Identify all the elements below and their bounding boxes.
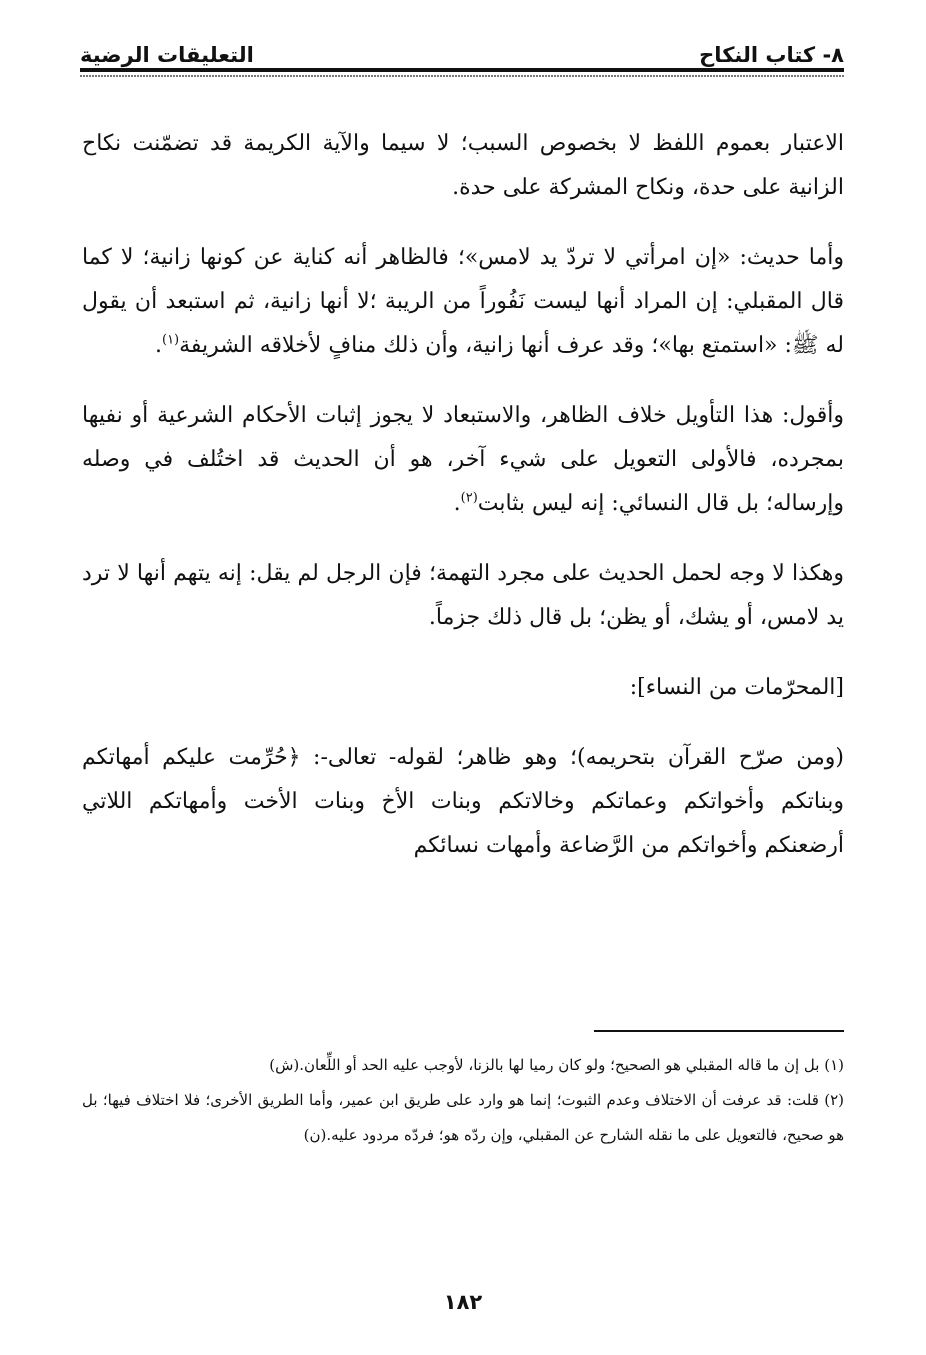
footnote-line: اللِّعان.(ش) [269,1056,341,1074]
footnote-line: الطريق الأخرى؛ فلا اختلاف فيها؛ بل هو صحيح، فالتعويل على ما نقله الشارح عن المقبلي، وإن ردّه [82,1091,844,1144]
section-heading: [المحرّمات من النساء]: [629,675,844,700]
paragraph-1 [82,122,844,210]
text-line: زانية؛ لا كما قال المقبلي: إن المراد أنها ليست نَفُوراً من الريبة ؛لا أنها زانية، [82,245,844,314]
text-line: منافٍ لأخلاقه الشريفة [179,333,377,358]
text-line: اختُلف في وصله وإرساله؛ بل قال النسائي: إنه ليس بثابت [82,447,844,516]
text-line: وأقول: هذا التأويل خلاف الظاهر، والاستبعاد لا يجوز إثبات الأحكام [242,403,844,428]
text-line: (ومن صرّح القرآن بتحريمه)؛ وهو ظاهر؛ لقوله- تعالى-: ﴿حُرِّمت [228,745,844,770]
running-header [80,30,844,66]
footnotes [82,1048,844,1153]
paragraph-2: وأما حديث: «إن امرأتي لا تردّ يد لامس»؛ فالظاهر أنه كناية عن كونها زانية؛ لا كما قال المقبلي: إن المراد أنها ليست نَفُوراً من الريبة ؛لا أنها زانية، ثم استبعد أن يقول له ﷺ: «استمتع بها»؛ وقد عرف أنها زانية، وأن ذلك منافٍ لأخلاقه الشريفة$^{(١)}$. [82,245,844,358]
text-line: الأخت وأمهاتكم اللاتي أرضعنكم وأخواتكم من الرَّضاعة وأمهات نسائكم [82,789,844,858]
paragraph-3: وأقول: هذا التأويل خلاف الظاهر، والاستبعاد لا يجوز إثبات الأحكام الشرعية أو نفيها بمجرده، فالأولى التعويل على شيء آخر، هو أن الحديث قد اختُلف في وصله وإرساله؛ بل قال النسائي: إنه ليس بثابت$^{(٢)}$. [82,403,844,516]
book-title: التعليقات الرضية [80,43,254,67]
header-rule-dotted [80,75,844,77]
footnote-separator [594,1030,844,1032]
text-line: الاعتبار بعموم اللفظ لا بخصوص السبب؛ لا سيما والآية الكريمة قد تضمّنت [132,131,844,156]
footnote-2 [82,1083,844,1153]
text-line: إنه يتهم أنها لا ترد يد لامس، أو يشك، أو يظن؛ بل قال ذلك جزماً. [82,561,844,630]
header-rule [80,68,844,72]
footnote-1 [82,1048,844,1083]
footnote-line: (٢) قلت: قد عرفت أن الاختلاف وعدم الثبوت؛ إنما هو وارد على طريق ابن عمير، وأما [308,1091,844,1109]
paragraph-5 [82,736,844,868]
text-line: الشرعية أو نفيها بمجرده، فالأولى التعويل على شيء آخر، هو أن الحديث قد [82,403,844,472]
chapter-title: ٨- كتاب النكاح [699,43,844,67]
page-number: ١٨٢ [443,1290,483,1314]
footnote-line: (١) بل إن ما قاله المقبلي هو الصحيح؛ ولو كان رميا لها بالزنا، لأوجب عليه الحد أو [345,1056,844,1074]
text-line: نكاح الزانية على حدة، ونكاح المشركة على حدة. [82,131,844,200]
paragraph-4 [82,552,844,640]
footnote-ref[interactable]: (٢) [460,490,478,506]
text-line: وهكذا لا وجه لحمل الحديث على مجرد التهمة؛ فإن الرجل لم يقل: [249,561,844,586]
footnote-ref[interactable]: (١) [161,332,180,348]
footnote-line: هو؛ فردّه مردود عليه.(ن) [303,1126,460,1144]
text-line: عليكم أمهاتكم وبناتكم وأخواتكم وعماتكم وخالاتكم وبنات الأخ وبنات [82,745,845,814]
text-line: وأما حديث: «إن امرأتي لا تردّ يد لامس»؛ فالظاهر أنه كناية عن كونها [199,245,844,270]
main-text [82,122,844,868]
text-line: ثم استبعد أن يقول له ﷺ: «استمتع بها»؛ وقد عرف أنها زانية، وأن ذلك [82,289,844,358]
